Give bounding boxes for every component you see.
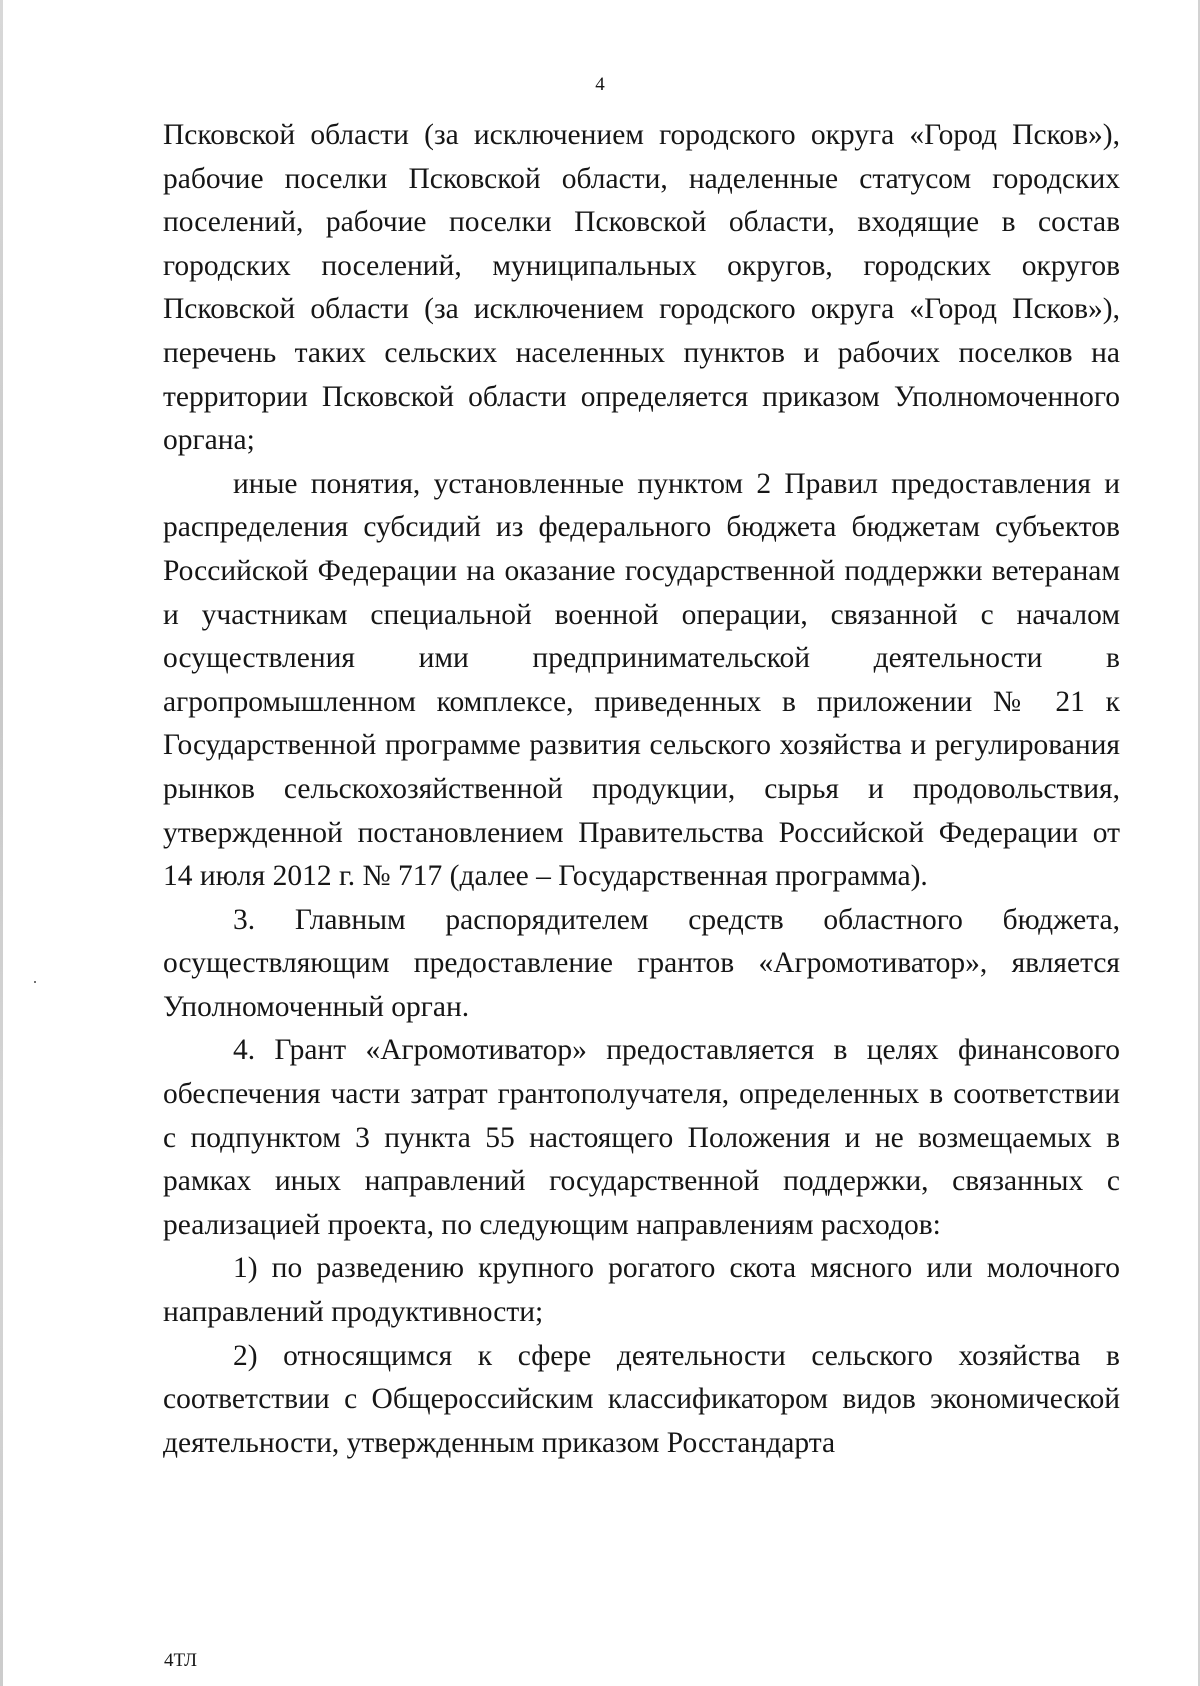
paragraph-item-3: 3. Главным распорядителем средств областного бюджета, осуществляющим предоставление грантов «Агромотиватор», является Уполномоченный орган. bbox=[163, 903, 1120, 1023]
paragraph-item-4: 4. Грант «Агромотиватор» предоставляется в целях финансового обеспечения части затрат грантополучателя, определенных в соответствии с подпунктом 3 пункта 55 настоящего Положения и не возмещаемых в рамках иных направлений государственной поддержки, связанных с реализацией проекта, по следующим направлениям расходов: bbox=[163, 1034, 1120, 1241]
scan-edge-left bbox=[0, 0, 3, 1686]
paragraph-subitem-1: 1) по разведению крупного рогатого скота мясного или молочного направлений продуктивности; bbox=[163, 1252, 1120, 1329]
footer-document-code: 4ТЛ bbox=[164, 1650, 198, 1671]
scan-speck bbox=[34, 981, 36, 983]
document-body bbox=[163, 114, 1120, 1465]
paragraph-other-concepts: иные понятия, установленные пунктом 2 Правил предоставления и распределения субсидий из федерального бюджета бюджетам субъектов Российской Федерации на оказание государственной поддержки ветеранам и участникам специальной военной операции, связанной с началом осуществления ими предпринимательской деятельности в агропромышленном комплексе, приведенных в приложении № 21 к Государственной программе развития сельского хозяйства и регулирования рынков сельскохозяйственной продукции, сырья и продовольствия, утвержденной постановлением Правительства Российской Федерации от 14 июля 2012 г. № 717 (далее – Государственная программа). bbox=[163, 467, 1120, 893]
page-number: 4 bbox=[595, 74, 605, 95]
paragraph-subitem-2: 2) относящимся к сфере деятельности сельского хозяйства в соответствии с Общероссийским классификатором видов экономической деятельности, утвержденным приказом Росстандарта bbox=[163, 1339, 1120, 1459]
paragraph-localities-definition: Псковской области (за исключением городского округа «Город Псков»), рабочие поселки Псковской области, наделенные статусом городских поселений, рабочие поселки Псковской области, входящие в состав городских поселений, муниципальных округов, городских округов Псковской области (за исключением городского округа «Город Псков»), перечень таких сельских населенных пунктов и рабочих поселков на территории Псковской области определяется приказом Уполномоченного органа; bbox=[163, 119, 1120, 457]
